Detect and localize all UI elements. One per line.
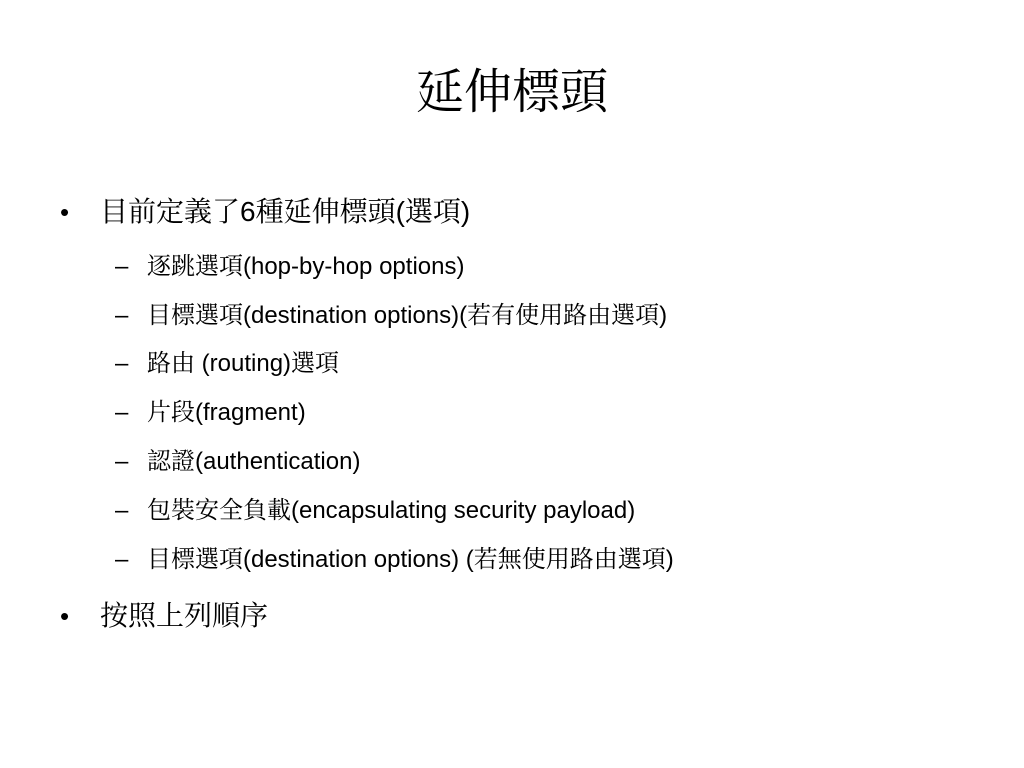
dash-marker: –	[115, 253, 129, 280]
dash-marker: –	[115, 497, 129, 524]
bullet-text: 目前定義了6種延伸標頭(選項)	[100, 196, 471, 227]
sub-bullet-item	[115, 246, 464, 281]
bullet-text: 按照上列順序	[100, 600, 269, 631]
sub-bullet-item	[115, 392, 306, 427]
sub-bullet-item	[115, 539, 674, 574]
sub-bullet-text: 逐跳選項(hop-by-hop options)	[147, 253, 465, 280]
bullet-item	[60, 190, 470, 230]
sub-bullet-text: 路由 (routing)選項	[147, 350, 340, 377]
sub-bullet-text: 目標選項(destination options) (若無使用路由選項)	[147, 546, 674, 573]
sub-bullet-item	[115, 343, 339, 378]
dash-marker: –	[115, 448, 129, 475]
sub-bullet-text: 認證(authentication)	[147, 448, 361, 475]
dash-marker: –	[115, 399, 129, 426]
bullet-marker: •	[60, 197, 70, 227]
slide-title: 延伸標頭	[415, 64, 608, 120]
dash-marker: –	[115, 350, 129, 377]
sub-bullet-item	[115, 295, 667, 330]
bullet-item	[60, 594, 268, 634]
bullet-marker: •	[60, 601, 70, 631]
sub-bullet-text: 包裝安全負載(encapsulating security payload)	[147, 497, 636, 524]
sub-bullet-item	[115, 441, 360, 476]
sub-bullet-text: 目標選項(destination options)(若有使用路由選項)	[147, 302, 668, 329]
sub-bullet-item	[115, 490, 635, 525]
sub-bullet-text: 片段(fragment)	[147, 399, 306, 426]
dash-marker: –	[115, 302, 129, 329]
dash-marker: –	[115, 546, 129, 573]
